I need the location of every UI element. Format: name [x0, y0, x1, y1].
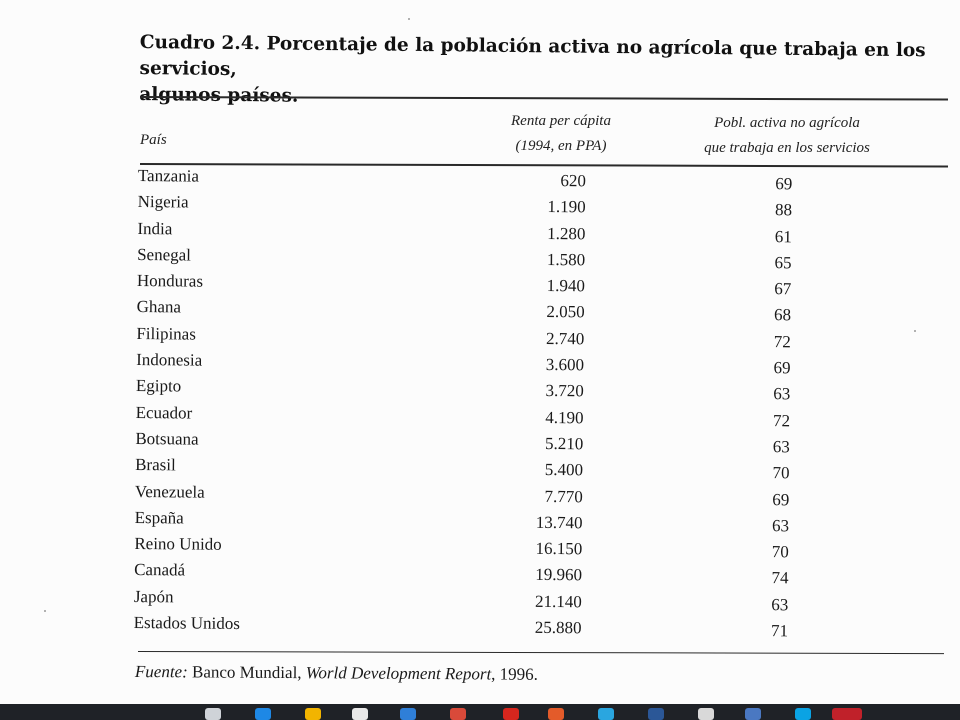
income-cell: 1.580 — [546, 249, 586, 270]
media-icon[interactable] — [698, 708, 714, 720]
country-cell: Japón — [133, 586, 174, 607]
country-cell: Ecuador — [135, 402, 193, 423]
income-cell: 620 — [560, 171, 586, 191]
app-icon[interactable] — [745, 708, 761, 720]
header-income-line2: (1994, en PPA) — [515, 138, 607, 154]
income-cell: 7.770 — [544, 486, 583, 506]
population-share-cell: 70 — [772, 463, 790, 483]
country-cell: India — [137, 218, 173, 238]
header-income — [496, 109, 626, 159]
country-cell: Botsuana — [135, 428, 199, 449]
country-cell: Ghana — [136, 297, 182, 317]
income-cell: 25.880 — [534, 617, 582, 638]
income-cell: 2.740 — [546, 328, 585, 349]
taskbar — [0, 704, 960, 720]
population-share-cell: 70 — [771, 542, 789, 562]
income-cell: 16.150 — [535, 539, 583, 559]
country-cell: Honduras — [136, 271, 204, 291]
header-income-line1: Renta per cápita — [511, 113, 611, 129]
population-share-cell: 72 — [772, 410, 791, 430]
edge-icon[interactable] — [255, 708, 271, 720]
chrome-icon[interactable] — [450, 708, 466, 720]
mail-icon[interactable] — [400, 708, 416, 720]
income-cell: 19.960 — [535, 565, 583, 585]
country-cell: Reino Unido — [134, 534, 222, 554]
population-share-cell: 67 — [774, 279, 792, 299]
population-share-cell: 74 — [771, 568, 789, 588]
title-text-line2: algunos países. — [139, 83, 299, 107]
population-share-cell: 69 — [773, 358, 791, 378]
population-share-cell: 69 — [772, 489, 790, 509]
source-label: Fuente: — [134, 662, 188, 682]
income-cell: 13.740 — [535, 512, 583, 533]
population-share-cell: 68 — [774, 305, 792, 325]
population-share-cell: 63 — [771, 515, 790, 536]
country-cell: España — [134, 507, 184, 528]
country-cell: Venezuela — [134, 481, 205, 502]
source-text-after: , 1996. — [491, 664, 539, 684]
income-cell: 1.940 — [546, 276, 585, 296]
header-population — [682, 111, 892, 161]
population-share-cell: 71 — [770, 621, 789, 641]
population-share-cell: 61 — [774, 226, 792, 246]
header-pop-line1: Pobl. activa no agrícola — [714, 115, 860, 131]
word-icon[interactable] — [648, 708, 664, 720]
income-cell: 5.400 — [544, 460, 584, 480]
task-view-icon[interactable] — [205, 708, 221, 720]
title-prefix: Cuadro 2.4. — [139, 31, 261, 55]
title-text-line1: Porcentaje de la población activa no agrícola que trabaja en los servicios, — [139, 33, 926, 81]
country-cell: Nigeria — [137, 192, 189, 212]
table-body — [131, 166, 896, 647]
header-pop-line2: que trabaja en los servicios — [704, 140, 870, 156]
country-cell: Tanzania — [137, 166, 200, 186]
source-work: World Development Report — [305, 663, 492, 684]
income-cell: 2.050 — [546, 302, 585, 322]
income-cell: 3.600 — [545, 355, 585, 375]
country-cell: Canadá — [134, 560, 186, 580]
income-cell: 5.210 — [545, 433, 584, 454]
income-cell: 1.280 — [547, 223, 586, 243]
country-cell: Filipinas — [136, 323, 196, 344]
income-cell: 1.190 — [547, 197, 586, 217]
scan-speck — [44, 610, 46, 612]
income-cell: 21.140 — [535, 591, 582, 612]
country-cell: Estados Unidos — [133, 613, 240, 634]
population-share-cell: 72 — [773, 331, 791, 352]
population-share-cell: 69 — [775, 174, 793, 194]
table-title — [139, 30, 955, 117]
bottom-rule — [138, 651, 944, 654]
source-note — [135, 662, 538, 685]
scan-speck — [408, 18, 410, 20]
country-cell: Senegal — [137, 244, 192, 265]
header-country: País — [140, 132, 167, 148]
population-share-cell: 63 — [773, 384, 791, 404]
country-cell: Egipto — [135, 376, 182, 396]
store-icon[interactable] — [352, 708, 368, 720]
skype-icon[interactable] — [795, 708, 811, 720]
source-text-before: Banco Mundial, — [187, 662, 306, 683]
scan-speck — [914, 330, 916, 332]
population-share-cell: 88 — [775, 200, 793, 220]
population-share-cell: 63 — [772, 437, 790, 457]
country-cell: Brasil — [135, 455, 176, 475]
file-explorer-icon[interactable] — [305, 708, 321, 720]
population-share-cell: 63 — [771, 594, 789, 615]
country-cell: Indonesia — [136, 350, 203, 370]
office-icon[interactable] — [548, 708, 564, 720]
population-share-cell: 65 — [774, 253, 792, 273]
active-app-icon[interactable] — [832, 708, 862, 720]
acrobat-icon[interactable] — [503, 708, 519, 720]
income-cell: 4.190 — [545, 407, 584, 427]
ie-icon[interactable] — [598, 708, 614, 720]
income-cell: 3.720 — [545, 381, 584, 401]
